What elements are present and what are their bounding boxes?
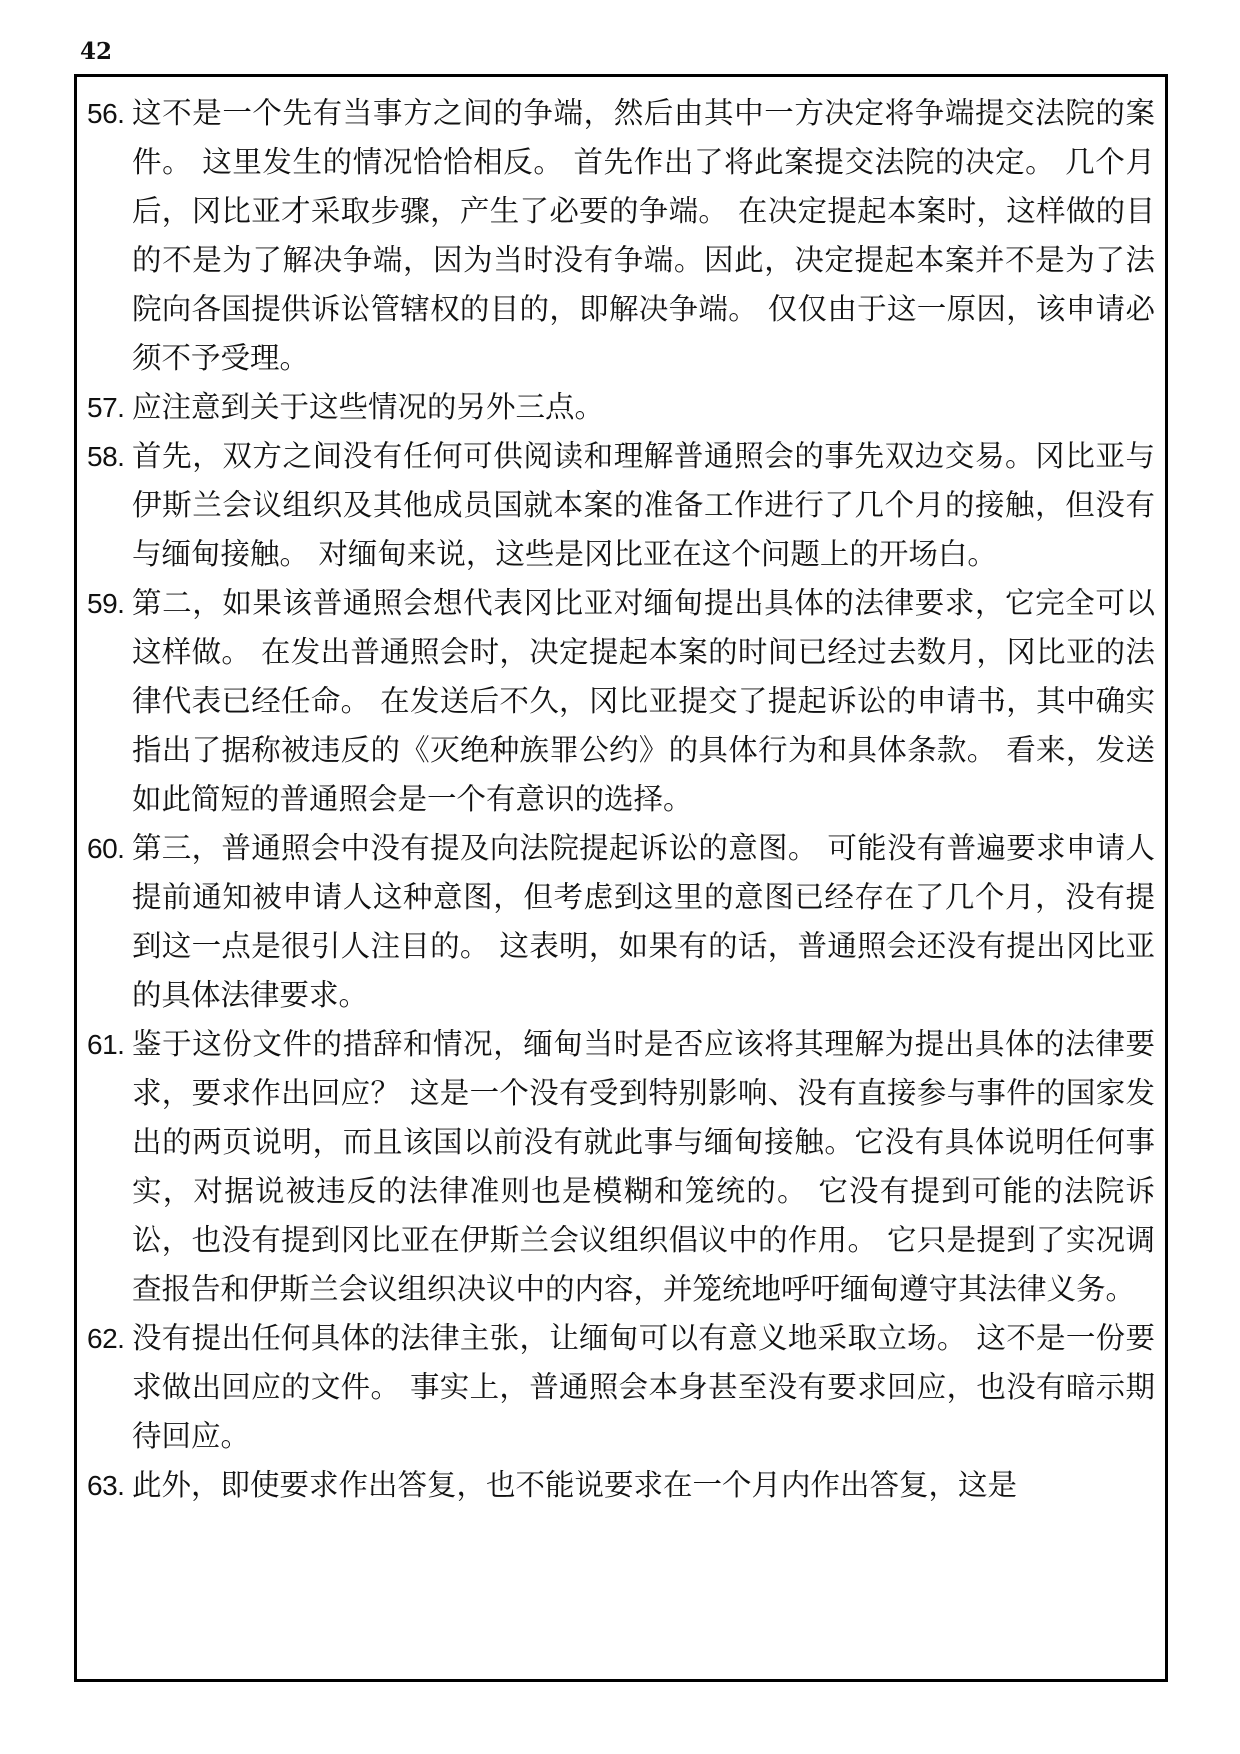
paragraph-text: 第二，如果该普通照会想代表冈比亚对缅甸提出具体的法律要求，它完全可以这样做。 在发出普通照会时，决定提起本案的时间已经过去数月，冈比亚的法律代表已经任命。 在发送后不久，冈比亚提交了提起诉讼的申请书，其中确实指出了据称被违反的《灭绝种族罪公约》的具体行为和具体条款。 看来，发送如此简短的普通照会是一个有意识的选择。 [132, 586, 1155, 816]
paragraph-number: 57. [87, 392, 125, 423]
paragraph-number: 60. [87, 833, 125, 864]
text-frame [74, 74, 1168, 1682]
paragraph-number: 63. [87, 1470, 125, 1501]
paragraph-63 [87, 1461, 1155, 1510]
paragraph-text: 此外，即使要求作出答复，也不能说要求在一个月内作出答复，这是 [132, 1468, 1018, 1502]
paragraph-text: 鉴于这份文件的措辞和情况，缅甸当时是否应该将其理解为提出具体的法律要求，要求作出回应？ 这是一个没有受到特别影响、没有直接参与事件的国家发出的两页说明，而且该国以前没有就此事与缅甸接触。它没有具体说明任何事实，对据说被违反的法律准则也是模糊和笼统的。 它没有提到可能的法院诉讼，也没有提到冈比亚在伊斯兰会议组织倡议中的作用。 它只是提到了实况调查报告和伊斯兰会议组织决议中的内容，并笼统地呼吁缅甸遵守其法律义务。 [132, 1027, 1155, 1306]
paragraph-text: 没有提出任何具体的法律主张，让缅甸可以有意义地采取立场。 这不是一份要求做出回应的文件。 事实上，普通照会本身甚至没有要求回应，也没有暗示期待回应。 [132, 1321, 1155, 1453]
paragraph-text: 首先，双方之间没有任何可供阅读和理解普通照会的事先双边交易。冈比亚与伊斯兰会议组织及其他成员国就本案的准备工作进行了几个月的接触，但没有与缅甸接触。 对缅甸来说，这些是冈比亚在这个问题上的开场白。 [132, 439, 1155, 571]
paragraph-58 [87, 432, 1155, 579]
paragraph-62 [87, 1314, 1155, 1461]
paragraph-text: 这不是一个先有当事方之间的争端，然后由其中一方决定将争端提交法院的案件。 这里发生的情况恰恰相反。 首先作出了将此案提交法院的决定。 几个月后，冈比亚才采取步骤，产生了必要的争端。 在决定提起本案时，这样做的目的不是为了解决争端，因为当时没有争端。因此，决定提起本案并不是为了法院向各国提供诉讼管辖权的目的，即解决争端。 仅仅由于这一原因，该申请必须不予受理。 [132, 96, 1155, 375]
paragraph-59 [87, 579, 1155, 824]
paragraph-56 [87, 89, 1155, 383]
paragraph-number: 56. [87, 98, 125, 129]
paragraph-text: 第三，普通照会中没有提及向法院提起诉讼的意图。 可能没有普遍要求申请人提前通知被申请人这种意图，但考虑到这里的意图已经存在了几个月，没有提到这一点是很引人注目的。 这表明，如果有的话，普通照会还没有提出冈比亚的具体法律要求。 [132, 831, 1155, 1012]
paragraph-number: 58. [87, 441, 125, 472]
page-number: 42 [80, 38, 113, 65]
paragraph-text: 应注意到关于这些情况的另外三点。 [132, 390, 605, 424]
paragraph-57 [87, 383, 1155, 432]
paragraph-61 [87, 1020, 1155, 1314]
paragraph-number: 62. [87, 1323, 125, 1354]
paragraph-number: 61. [87, 1029, 125, 1060]
paragraph-number: 59. [87, 588, 125, 619]
paragraph-60 [87, 824, 1155, 1020]
